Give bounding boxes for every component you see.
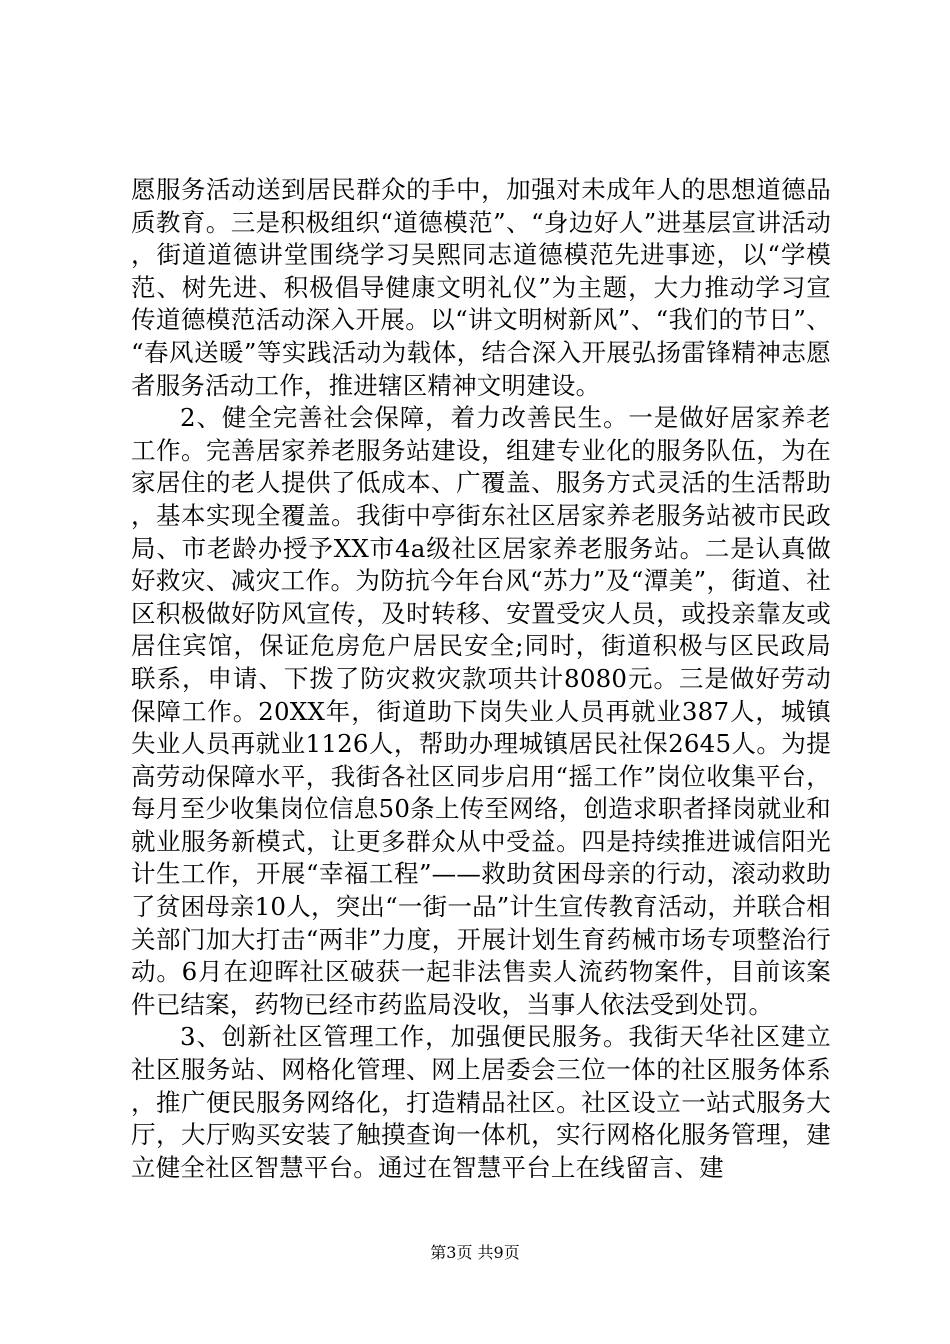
paragraph-3: 3、创新社区管理工作，加强便民服务。我街天华社区建立社区服务站、网格化管理、网上居委会三位一体的社区服务体系，推广便民服务网络化，打造精品社区。社区设立一站式服务大厅，大厅购买安装了触摸查询一体机，实行网格化服务管理，建立健全社区智慧平台。通过在智慧平台上在线留言、建 (131, 1022, 831, 1182)
page-number: 第3页 共9页 (430, 1243, 520, 1262)
page-footer (0, 1243, 950, 1263)
paragraph-2: 2、健全完善社会保障，着力改善民生。一是做好居家养老工作。完善居家养老服务站建设，组建专业化的服务队伍，为在家居住的老人提供了低成本、广覆盖、服务方式灵活的生活帮助，基本实现全覆盖。我街中亭街东社区居家养老服务站被市民政局、市老龄办授予XX市4a级社区居家养老服务站。二是认真做好救灾、减灾工作。为防抗今年台风“苏力”及“潭美”，街道、社区积极做好防风宣传，及时转移、安置受灾人员，或投亲靠友或居住宾馆，保证危房危户居民安全;同时，街道积极与区民政局联系，申请、下拨了防灾救灾款项共计8080元。三是做好劳动保障工作。20XX年，街道助下岗失业人员再就业387人，城镇失业人员再就业1126人，帮助办理城镇居民社保2645人。为提高劳动保障水平，我街各社区同步启用“摇工作”岗位收集平台，每月至少收集岗位信息50条上传至网络，创造求职者择岗就业和就业服务新模式，让更多群众从中受益。四是持续推进诚信阳光计生工作，开展“幸福工程”——救助贫困母亲的行动，滚动救助了贫困母亲10人，突出“一街一品”计生宣传教育活动，并联合相关部门加大打击“两非”力度，开展计划生育药械市场专项整治行动。6月在迎晖社区破获一起非法售卖人流药物案件，目前该案件已结案，药物已经市药监局没收，当事人依法受到处罚。 (131, 403, 831, 1019)
paragraph-1: 愿服务活动送到居民群众的手中，加强对未成年人的思想道德品质教育。三是积极组织“道德模范”、“身边好人”进基层宣讲活动，街道道德讲堂围绕学习吴熙同志道德模范先进事迹，以“学模范、树先进、积极倡导健康文明礼仪”为主题，大力推动学习宣传道德模范活动深入开展。以“讲文明树新风”、“我们的节日”、“春风送暖”等实践活动为载体，结合深入开展弘扬雷锋精神志愿者服务活动工作，推进辖区精神文明建设。 (131, 175, 831, 400)
document-body (131, 174, 831, 1184)
